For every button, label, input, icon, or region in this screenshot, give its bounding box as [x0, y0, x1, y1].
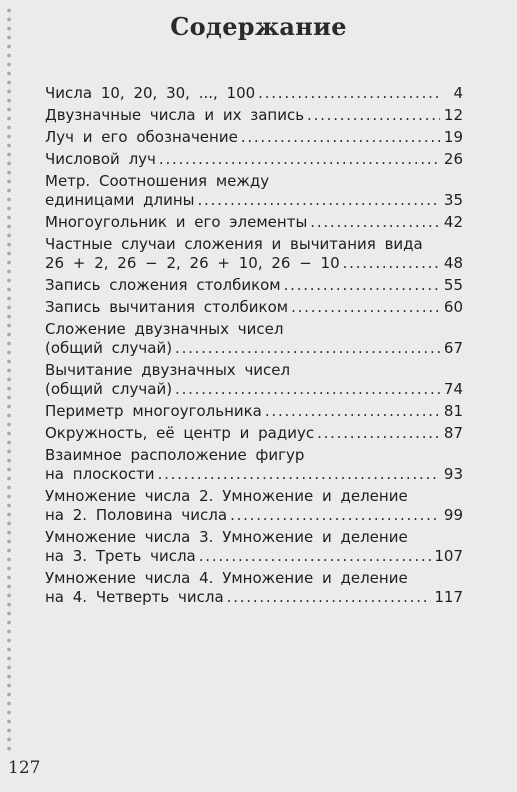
dot-leader [198, 191, 441, 210]
toc-entry-line [45, 191, 463, 210]
toc-entry-line [45, 528, 463, 547]
toc-entry-title: Частные случаи сложения и вычитания вида [45, 235, 423, 253]
dot-leader [284, 276, 440, 295]
toc-page-number: 19 [443, 128, 463, 146]
toc-entry-title: Числа 10, 20, 30, ..., 100 [45, 84, 256, 102]
toc-entry-line [45, 569, 463, 588]
dot-leader [230, 506, 440, 525]
toc-entry-title: Окружность, её центр и радиус [45, 424, 315, 442]
toc-entry-title: Взаимное расположение фигур [45, 446, 305, 464]
dot-leader [265, 402, 440, 421]
toc-page-number: 67 [443, 339, 463, 357]
toc-entry [45, 402, 463, 421]
toc-entry-line [45, 588, 463, 607]
toc-entry-title: Сложение двузначных чисел [45, 320, 284, 338]
toc-entry [45, 235, 463, 273]
toc-page-number: 48 [443, 254, 463, 272]
toc-entry-line [45, 150, 463, 169]
toc-page-number: 35 [443, 191, 463, 209]
toc-entry-title: на плоскости [45, 465, 155, 483]
toc-page-number: 93 [443, 465, 463, 483]
toc-entry [45, 106, 463, 125]
toc-entry [45, 446, 463, 484]
toc-entry-line [45, 172, 463, 191]
toc-entry-title: на 3. Треть числа [45, 547, 196, 565]
toc-entry-title: Метр. Соотношения между [45, 172, 270, 190]
toc-page-number: 60 [443, 298, 463, 316]
toc-entry-title: единицами длины [45, 191, 195, 209]
toc-entry [45, 361, 463, 399]
toc-entry-title: Запись сложения столбиком [45, 276, 281, 294]
page-number: 127 [8, 758, 41, 778]
dot-leader [307, 106, 440, 125]
toc-entry [45, 84, 463, 103]
toc-entry-line [45, 84, 463, 103]
toc-entry-title: Вычитание двузначных чисел [45, 361, 291, 379]
toc-page-number: 42 [443, 213, 463, 231]
toc-entry [45, 528, 463, 566]
toc-entry [45, 569, 463, 607]
toc-entry-line [45, 446, 463, 465]
toc-entry-line [45, 465, 463, 484]
toc-page-number: 81 [443, 402, 463, 420]
toc-page-number: 117 [434, 588, 463, 606]
toc-entry-title: Умножение числа 3. Умножение и деление [45, 528, 408, 546]
dot-leader [175, 339, 440, 358]
toc-entry-line [45, 213, 463, 232]
toc-entry [45, 320, 463, 358]
toc-page-number: 4 [453, 84, 463, 102]
dot-leader [175, 380, 440, 399]
page-title: Содержание [170, 12, 347, 41]
toc-page-number: 55 [443, 276, 463, 294]
toc-entry-line [45, 254, 463, 273]
toc-entry-line [45, 128, 463, 147]
dot-leader [241, 128, 440, 147]
toc-page-number: 87 [443, 424, 463, 442]
toc-entry [45, 150, 463, 169]
dotted-margin-rail [4, 6, 14, 754]
toc-entry-title: Числовой луч [45, 150, 156, 168]
toc-entry [45, 424, 463, 443]
dot-leader [199, 547, 432, 566]
toc-entry [45, 487, 463, 525]
toc-entry-title: (общий случай) [45, 339, 173, 357]
toc-entry-line [45, 402, 463, 421]
toc-entry [45, 298, 463, 317]
toc-entry-line [45, 235, 463, 254]
toc-page-number: 107 [434, 547, 463, 565]
toc-entry-line [45, 506, 463, 525]
dot-leader [158, 465, 440, 484]
toc-entry-title: на 4. Четверть числа [45, 588, 224, 606]
toc-entry [45, 276, 463, 295]
toc-entry-line [45, 106, 463, 125]
toc-entry-title: (общий случай) [45, 380, 173, 398]
toc-entry-title: Многоугольник и его элементы [45, 213, 308, 231]
dot-leader [317, 424, 440, 443]
toc-page-number: 26 [443, 150, 463, 168]
toc-entry-title: Луч и его обозначение [45, 128, 238, 146]
toc-entry-line [45, 424, 463, 443]
toc-entry-line [45, 487, 463, 506]
table-of-contents [45, 84, 463, 610]
toc-entry-line [45, 298, 463, 317]
toc-entry [45, 213, 463, 232]
toc-entry-line [45, 276, 463, 295]
toc-entry-line [45, 547, 463, 566]
toc-entry-title: Запись вычитания столбиком [45, 298, 289, 316]
toc-entry-title: Умножение числа 4. Умножение и деление [45, 569, 408, 587]
toc-entry-title: на 2. Половина числа [45, 506, 228, 524]
toc-entry [45, 172, 463, 210]
toc-entry-title: Периметр многоугольника [45, 402, 262, 420]
toc-entry-title: Умножение числа 2. Умножение и деление [45, 487, 408, 505]
toc-page-number: 74 [443, 380, 463, 398]
toc-entry-line [45, 361, 463, 380]
toc-entry-line [45, 339, 463, 358]
toc-entry-title: 26 + 2, 26 − 2, 26 + 10, 26 − 10 [45, 254, 340, 272]
dot-leader [227, 588, 432, 607]
dot-leader [258, 84, 440, 103]
toc-entry [45, 128, 463, 147]
dot-leader [291, 298, 440, 317]
toc-page-number: 99 [443, 506, 463, 524]
toc-entry-line [45, 320, 463, 339]
dot-leader [343, 254, 440, 273]
toc-page-number: 12 [443, 106, 463, 124]
dot-leader [310, 213, 440, 232]
dot-leader [159, 150, 440, 169]
toc-entry-title: Двузначные числа и их запись [45, 106, 305, 124]
toc-entry-line [45, 380, 463, 399]
